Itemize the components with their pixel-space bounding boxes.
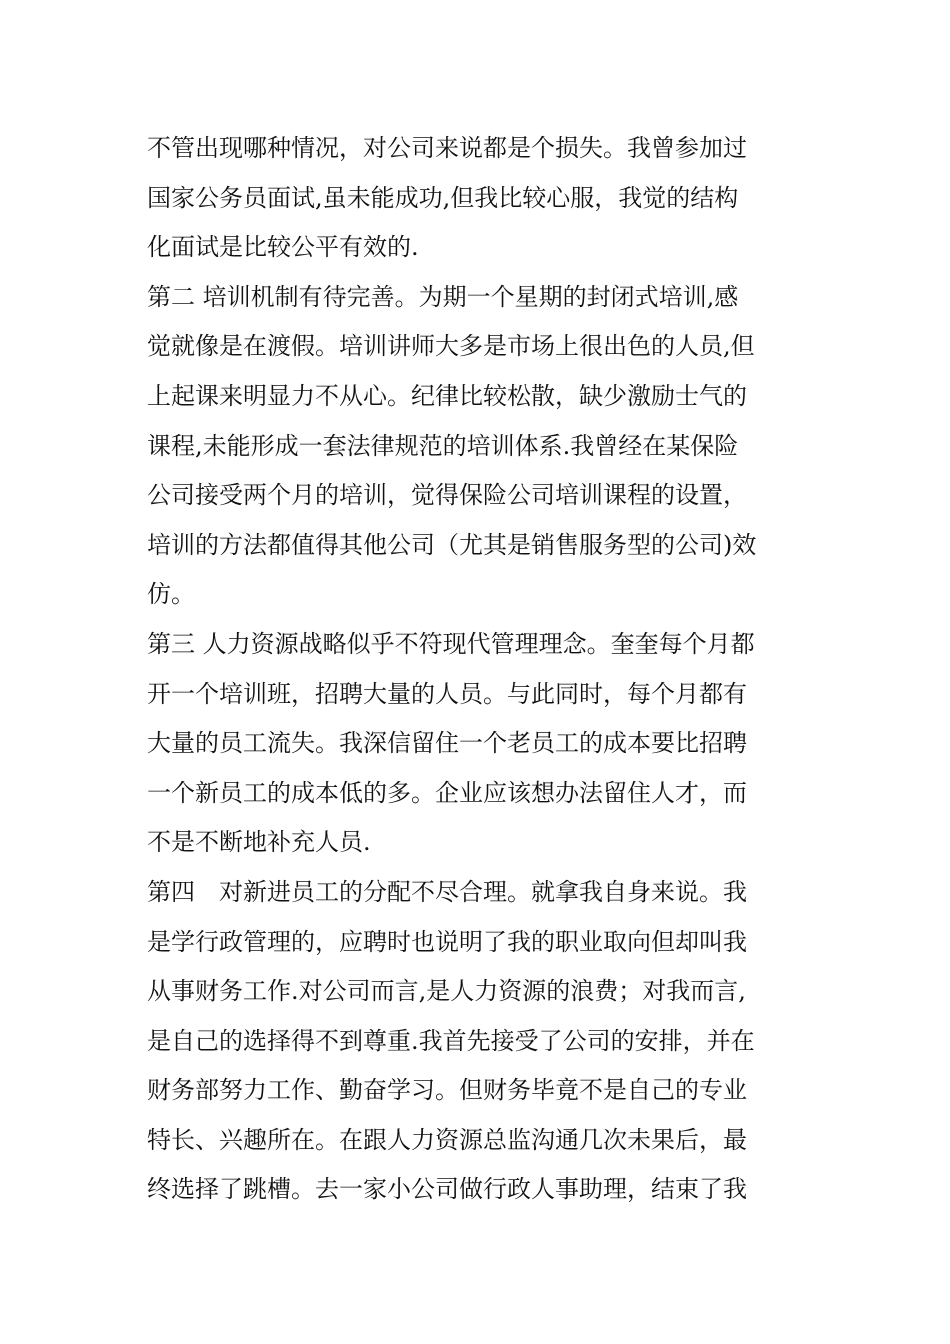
text-line: 化面试是比较公平有效的. bbox=[147, 233, 419, 262]
text-line: 是学行政管理的，应聘时也说明了我的职业取向但却叫我 bbox=[147, 927, 747, 956]
text-line: 课程,未能形成一套法律规范的培训体系.我曾经在某保险 bbox=[147, 431, 739, 460]
text-line: 不管出现哪种情况，对公司来说都是个损失。我曾参加过 bbox=[147, 134, 747, 162]
text-line: 是自己的选择得不到尊重.我首先接受了公司的安排，并在 bbox=[147, 1026, 755, 1055]
text-line: 公司接受两个月的培训，觉得保险公司培训课程的设置， bbox=[147, 481, 747, 510]
text-line: 开一个培训班，招聘大量的人员。与此同时，每个月都有 bbox=[147, 679, 747, 708]
text-line: 培训的方法都值得其他公司（尤其是销售服务型的公司)效 bbox=[147, 530, 757, 559]
text-line: 特长、兴趣所在。在跟人力资源总监沟通几次未果后，最 bbox=[147, 1125, 747, 1154]
section-heading-line: 第二 培训机制有待完善。为期一个星期的封闭式培训,感 bbox=[147, 282, 739, 311]
text-line: 大量的员工流失。我深信留住一个老员工的成本要比招聘 bbox=[147, 729, 747, 758]
text-line: 不是不断地补充人员. bbox=[147, 828, 371, 857]
text-line: 觉就像是在渡假。培训讲师大多是市场上很出色的人员,但 bbox=[147, 332, 755, 361]
text-line: 一个新员工的成本低的多。企业应该想办法留住人才，而 bbox=[147, 778, 747, 807]
text-line: 从事财务工作.对公司而言,是人力资源的浪费；对我而言, bbox=[147, 977, 746, 1006]
text-line: 财务部努力工作、勤奋学习。但财务毕竟不是自己的专业 bbox=[147, 1076, 747, 1105]
text-line: 仿。 bbox=[147, 580, 195, 609]
body-text bbox=[147, 124, 807, 1215]
text-line: 上起课来明显力不从心。纪律比较松散，缺少激励士气的 bbox=[147, 381, 747, 410]
section-heading-line: 第四 对新进员工的分配不尽合理。就拿我自身来说。我 bbox=[147, 877, 747, 906]
text-line: 终选择了跳槽。去一家小公司做行政人事助理，结束了我 bbox=[147, 1175, 747, 1204]
text-line: 国家公务员面试,虽未能成功,但我比较心服，我觉的结构 bbox=[147, 183, 739, 212]
section-heading-line: 第三 人力资源战略似乎不符现代管理理念。奎奎每个月都 bbox=[147, 629, 755, 658]
